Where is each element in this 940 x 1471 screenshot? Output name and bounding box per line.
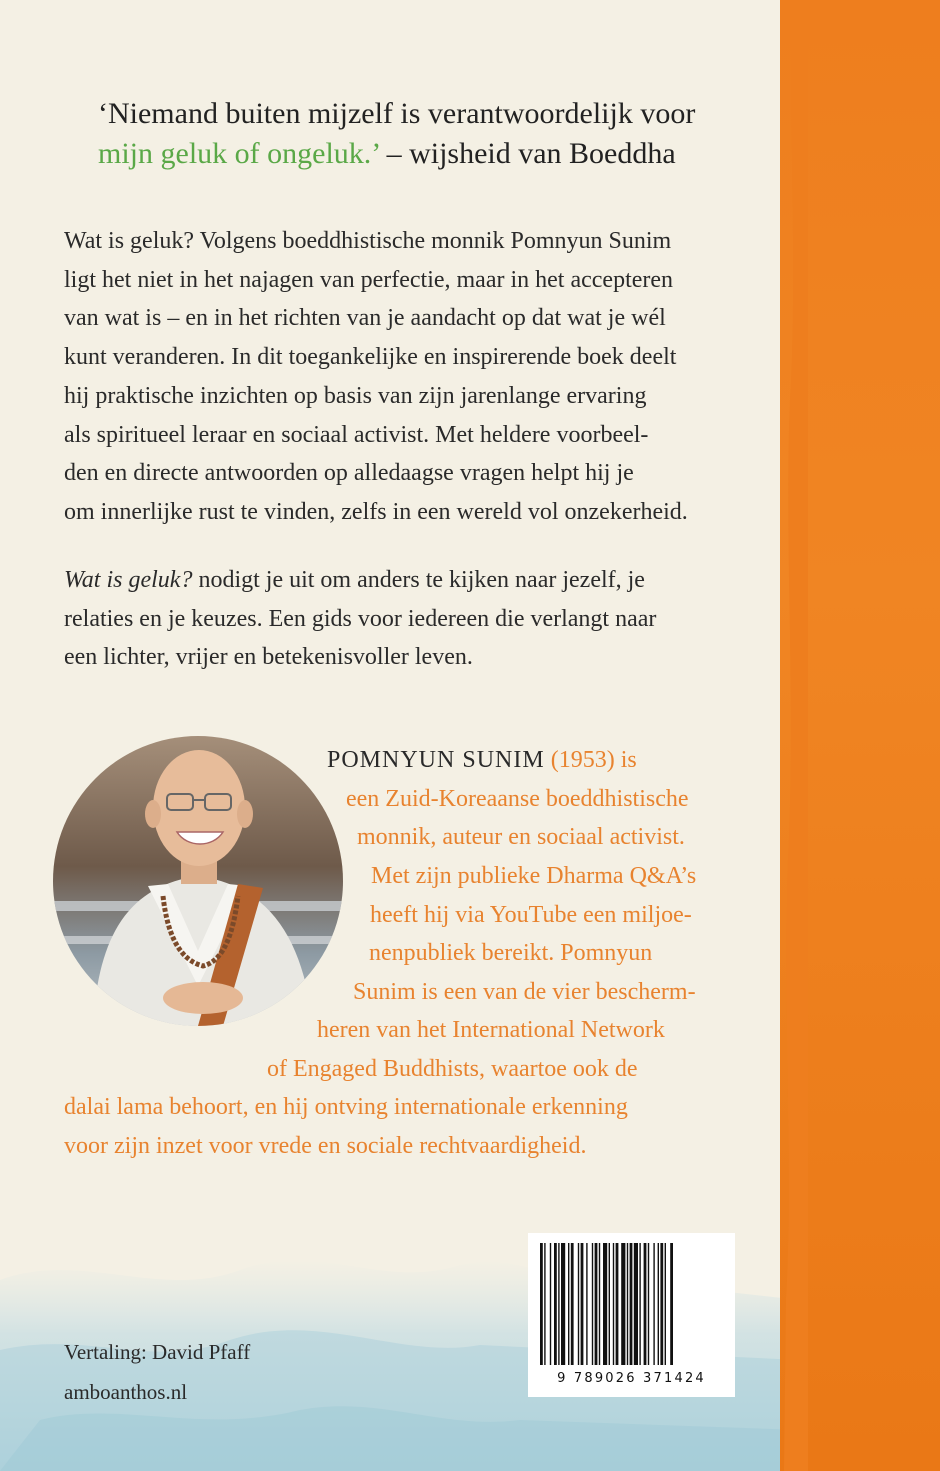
blurb-line: den en directe antwoorden op alledaagse vragen helpt hij je bbox=[64, 460, 634, 487]
quote-line-2-green: mijn geluk of ongeluk.’ bbox=[98, 137, 380, 170]
blurb-paragraph-1 bbox=[64, 222, 764, 532]
blurb-line: van wat is – en in het richten van je aandacht op dat wat je wél bbox=[64, 305, 666, 332]
author-bio-line: of Engaged Buddhists, waartoe ook de bbox=[267, 1056, 638, 1082]
isbn-barcode bbox=[528, 1233, 735, 1397]
barcode-bars bbox=[528, 1233, 735, 1373]
blurb-line: Wat is geluk? Volgens boeddhistische monnik Pomnyun Sunim bbox=[64, 228, 672, 254]
blurb-line: kunt veranderen. In dit toegankelijke en inspirerende boek deelt bbox=[64, 344, 677, 371]
blurb-line: als spiritueel leraar en sociaal activist. Met heldere voorbeel- bbox=[64, 421, 649, 448]
blurb-line: ligt het niet in het najagen van perfectie, maar in het accepteren bbox=[64, 266, 674, 293]
spine-brush-edge bbox=[778, 0, 808, 1471]
author-bio-line: voor zijn inzet voor vrede en sociale rechtvaardigheid. bbox=[64, 1133, 587, 1159]
author-bio-first-line bbox=[327, 741, 637, 780]
blurb-line: nodigt je uit om anders te kijken naar jezelf, je bbox=[192, 567, 645, 593]
author-bio-line: heren van het International Network bbox=[317, 1017, 665, 1043]
author-bio-line: monnik, auteur en sociaal activist. bbox=[357, 824, 685, 850]
blurb-paragraph-2 bbox=[64, 561, 764, 677]
blurb-line: hij praktische inzichten op basis van zijn jarenlange ervaring bbox=[64, 382, 647, 409]
quote-attribution: – wijsheid van Boeddha bbox=[379, 137, 676, 170]
author-bio-line: Sunim is een van de vier bescherm- bbox=[353, 979, 696, 1005]
publisher-website: amboanthos.nl bbox=[64, 1380, 188, 1404]
blurb-line: om innerlijke rust te vinden, zelfs in een wereld vol onzekerheid. bbox=[64, 498, 688, 525]
author-bio-line: dalai lama behoort, en hij ontving internationale erkenning bbox=[64, 1094, 628, 1120]
author-photo bbox=[53, 736, 343, 1026]
book-title-italic: Wat is geluk? bbox=[64, 567, 193, 593]
isbn-digits: 9 789026 371424 bbox=[557, 1371, 706, 1386]
author-bio-line: Met zijn publieke Dharma Q&A’s bbox=[371, 863, 697, 889]
quote-line-1: ‘Niemand buiten mijzelf is verantwoordelijk voor bbox=[98, 97, 696, 130]
epigraph-quote bbox=[98, 94, 778, 174]
author-bio-line: heeft hij via YouTube een miljoe- bbox=[370, 902, 692, 928]
author-born: (1953) is bbox=[544, 747, 637, 773]
author-name: POMNYUN SUNIM bbox=[327, 747, 545, 773]
author-bio-line: een Zuid-Koreaanse boeddhistische bbox=[346, 786, 689, 812]
author-bio-line: nenpubliek bereikt. Pomnyun bbox=[369, 940, 653, 966]
blurb-line: relaties en je keuzes. Een gids voor iedereen die verlangt naar bbox=[64, 605, 657, 632]
blurb-line: een lichter, vrijer en betekenisvoller leven. bbox=[64, 644, 473, 671]
translator-credit: Vertaling: David Pfaff bbox=[64, 1340, 251, 1364]
